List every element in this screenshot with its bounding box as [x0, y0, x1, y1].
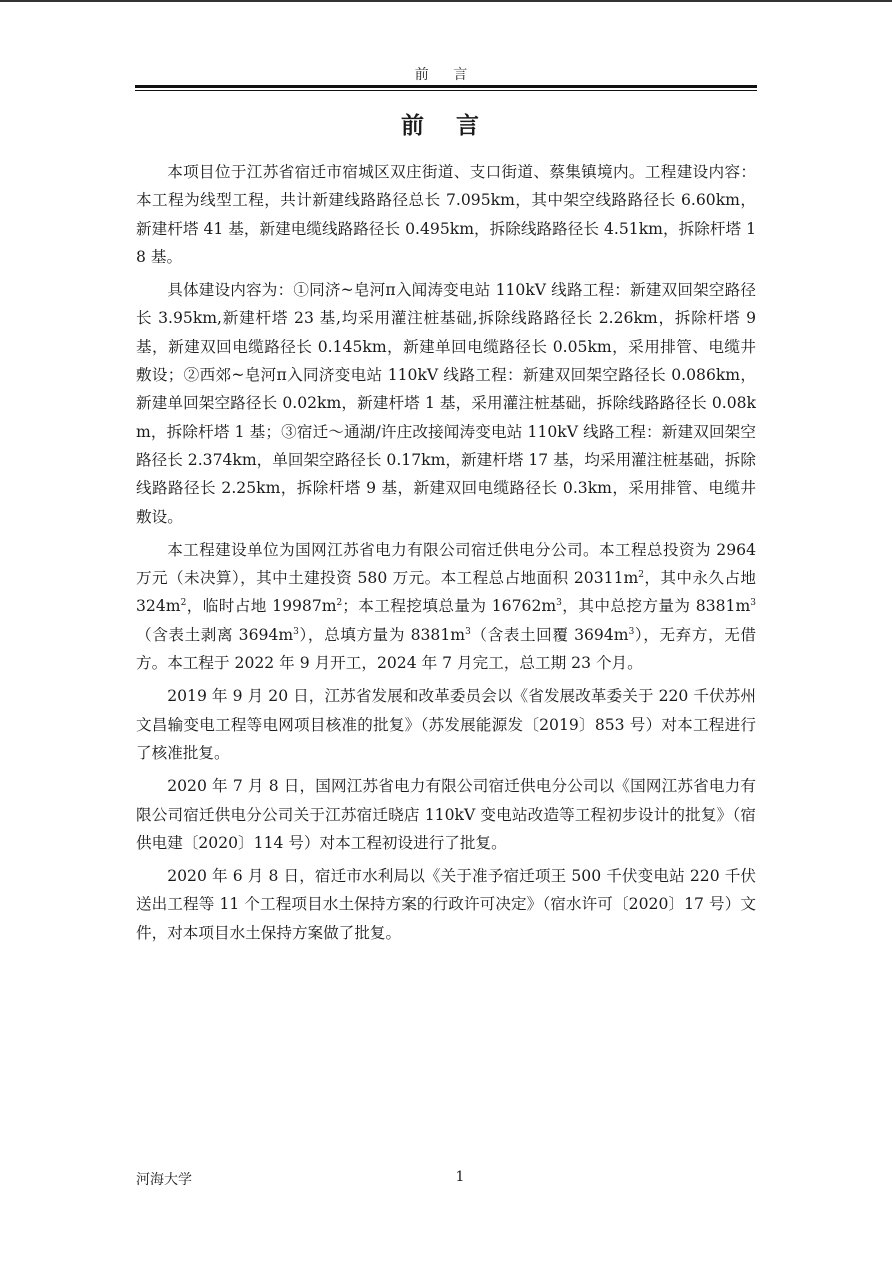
- text-run: 2020 年 7 月 8 日，国网江苏省电力有限公司宿迁供电分公司以《国网江苏省电力有限公司宿迁供电分公司关于江苏宿迁晓店 110kV 变电站改造等工程初步设计的批复》（宿供电建〔2020〕114 号）对本工程初设进行了批复。: [136, 777, 756, 852]
- text-run: 2019 年 9 月 20 日，江苏省发展和改革委员会以《省发展改革委关于 220 千伏苏州文昌输变电工程等电网项目核准的批复》（苏发展能源发〔2019〕853 号）对本工程进行了核准批复。: [136, 687, 756, 762]
- footer-institution: 河海大学: [136, 1172, 192, 1188]
- superscript: 2: [638, 569, 645, 580]
- body-text: [136, 158, 756, 952]
- header-rule-thin: [135, 90, 757, 91]
- text-run: ；本工程挖填总量为 16762m: [342, 597, 557, 616]
- text-run: 本项目位于江苏省宿迁市宿城区双庄街道、支口街道、蔡集镇境内。工程建设内容：本工程为线型工程，共计新建线路路径总长 7.095km，其中架空线路路径长 6.60km，新建杆塔 41 基，新建电缆线路路径长 0.495km，拆除线路路径长 4.51km，拆除杆塔 18 基。: [136, 163, 756, 266]
- text-run: 本工程建设单位为国网江苏省电力有限公司宿迁供电分公司。本工程总投资为 2964 万元（未决算），其中土建投资 580 万元。本工程总占地面积 20311m: [136, 540, 756, 588]
- paragraph: [136, 772, 756, 857]
- paragraph: [136, 682, 756, 767]
- paragraph: [136, 862, 756, 947]
- superscript: 2: [180, 598, 187, 609]
- text-run: ），总填方量为 8381m: [298, 625, 466, 644]
- paragraph: [136, 536, 756, 677]
- page-top-border: [0, 0, 892, 2]
- text-run: 具体建设内容为：①同济~皂河π入闻涛变电站 110kV 线路工程：新建双回架空路径长 3.95km,新建杆塔 23 基,均采用灌注桩基础,拆除线路路径长 2.26km，拆除杆塔 9 基，新建双回电缆路径长 0.145km，新建单回电缆路径长 0.05km，采用排管、电缆井敷设；②西郊~皂河π入同济变电站 110kV 线路工程：新建双回架空路径长 0.086km，新建单回架空路径长 0.02km，新建杆塔 1 基，采用灌注桩基础，拆除线路路径长 0.08km，拆除杆塔 1 基；③宿迁～通湖/许庄改接闻涛变电站 110kV 线路工程：新建双回架空路径长 2.374km，单回架空路径长 0.17km，新建杆塔 17 基，均采用灌注桩基础，拆除线路路径长 2.25km，拆除杆塔 9 基，新建双回电缆路径长 0.3km，采用排管、电缆井敷设。: [136, 281, 756, 526]
- text-run: 2020 年 6 月 8 日，宿迁市水利局以《关于准予宿迁项王 500 千伏变电站 220 千伏送出工程等 11 个工程项目水土保持方案的行政许可决定》（宿水许可〔2020〕17 号）文件，对本项目水土保持方案做了批复。: [136, 867, 756, 942]
- superscript: 3: [750, 598, 756, 609]
- text-run: ，其中永久占地 324m: [136, 569, 756, 616]
- page-number: 1: [455, 1169, 465, 1185]
- running-header: 前 言: [414, 67, 478, 83]
- paragraph: [136, 276, 756, 531]
- page-title: 前 言: [400, 112, 491, 139]
- text-run: ，其中总挖方量为 8381m: [561, 597, 751, 616]
- text-run: （含表土剥离 3694m: [136, 625, 294, 644]
- paragraph: [136, 158, 756, 271]
- superscript: 3: [465, 626, 471, 637]
- text-run: （含表土回覆 3694m: [470, 625, 629, 644]
- superscript: 3: [628, 626, 635, 637]
- superscript: 3: [556, 598, 562, 609]
- superscript: 3: [293, 626, 299, 637]
- text-run: ，临时占地 19987m: [186, 597, 337, 616]
- text-run: ），无弃方，无借方。本工程于 2022 年 9 月开工，2024 年 7 月完工，总工期 23 个月。: [136, 625, 757, 673]
- superscript: 2: [336, 598, 343, 609]
- header-rule: [135, 85, 757, 88]
